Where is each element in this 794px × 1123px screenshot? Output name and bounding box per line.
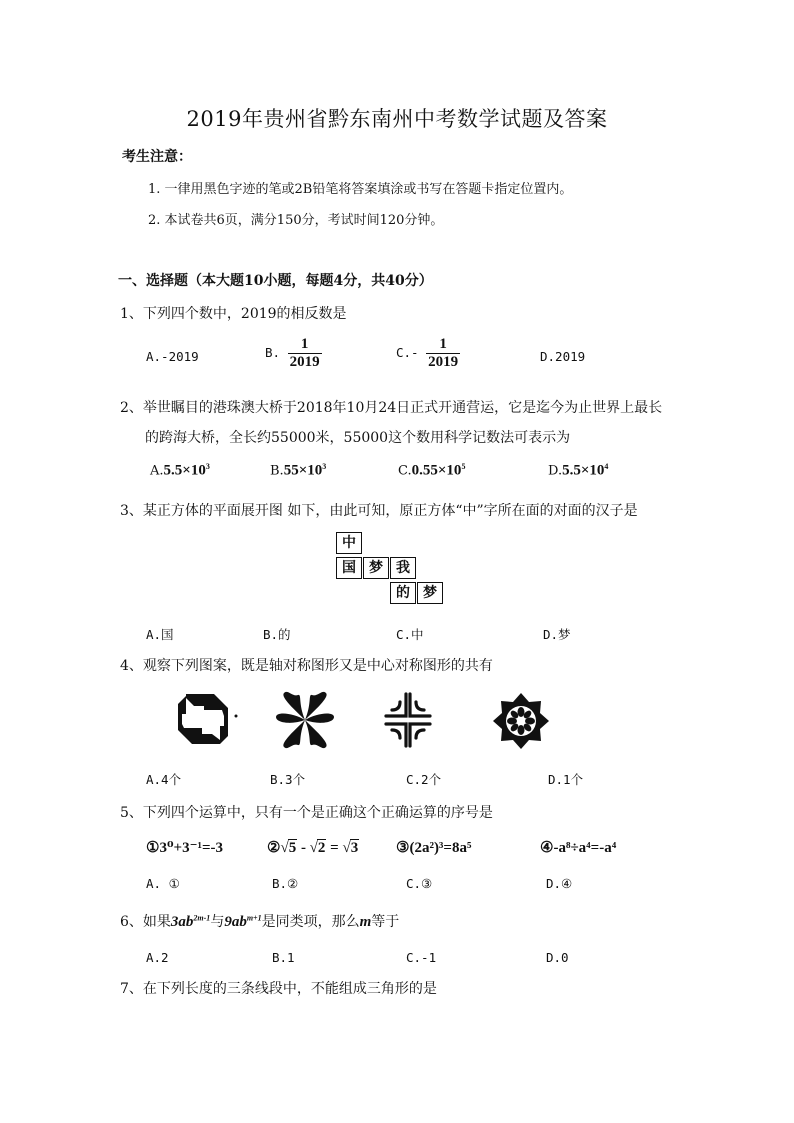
q6-stem-post: 是同类项，那么: [261, 914, 360, 930]
q2-d-prefix: D.: [548, 463, 563, 479]
q2-option-a: [150, 462, 210, 479]
q5-e2-radicand-b: 2: [317, 840, 326, 856]
section-heading-choice: 一、选择题（本大题10小题，每题4分，共40分）: [118, 273, 433, 289]
q5-expression-4: ④-a⁸÷a⁴=-a⁴: [540, 840, 617, 856]
q5-option-b: B.②: [272, 876, 299, 891]
q1-option-b: [265, 336, 322, 371]
q6-option-c: C.-1: [406, 950, 437, 965]
q1-option-c: [396, 336, 460, 371]
q6-option-d: D.0: [546, 950, 569, 965]
q1-option-b-prefix: B.: [265, 345, 281, 360]
q1-b-numerator: 1: [300, 336, 309, 352]
q2-option-d: [548, 462, 608, 479]
q6-term-1-exp: 2m-1: [193, 913, 211, 923]
notice-item-2: 2. 本试卷共6页，满分150分，考试时间120分钟。: [148, 213, 444, 228]
q4-option-a: A.4个: [146, 772, 182, 787]
q5-expression-2: ②√5 - √2 = √3: [267, 840, 359, 856]
pattern-3-cross-arcs-icon: [380, 690, 436, 750]
q6-stem-pre: 6、如果: [120, 914, 171, 930]
pattern-4-star-flower-icon: [490, 690, 552, 752]
q3-option-b: B.的: [263, 627, 291, 642]
notice-heading: 考生注意：: [122, 149, 192, 165]
q1-stem: 1、下列四个数中，2019的相反数是: [120, 306, 347, 322]
q2-a-prefix: A.: [150, 463, 164, 479]
q1-option-b-fraction: [288, 336, 322, 371]
q2-stem-line2: 的跨海大桥，全长约55000米，55000这个数用科学记数法可表示为: [145, 430, 571, 446]
q2-d-exp: 4: [604, 462, 609, 471]
q6-option-b: B.1: [272, 950, 295, 965]
q4-option-b: B.3个: [270, 772, 306, 787]
net-cell-5: 的: [390, 582, 416, 604]
q2-b-base: 55×10: [283, 462, 323, 479]
q5-option-a: A. ①: [146, 876, 180, 891]
q1-option-a: A.-2019: [146, 349, 199, 364]
q5-expression-3: ③(2a²)³=8a⁵: [396, 840, 472, 856]
q2-b-exp: 3: [322, 462, 327, 471]
q1-c-numerator: 1: [439, 336, 447, 352]
q1-option-c-prefix: C.-: [396, 345, 419, 360]
net-cell-4: 我: [390, 557, 416, 579]
net-cell-6: 梦: [417, 582, 443, 604]
q3-option-c: C.中: [396, 627, 424, 642]
q2-a-exp: 3: [205, 462, 210, 471]
notice-item-1: 1. 一律用黑色字迹的笔或2B铅笔将答案填涂或书写在答题卡指定位置内。: [148, 182, 573, 197]
q6-option-a: A.2: [146, 950, 169, 965]
q5-e2-radicand-c: 3: [350, 840, 359, 856]
q7-stem: 7、在下列长度的三条线段中，不能组成三角形的是: [120, 981, 437, 997]
net-cell-1: 中: [336, 532, 362, 554]
q5-stem: 5、下列四个运算中，只有一个是正确这个正确运算的序号是: [120, 805, 493, 821]
q6-stem: [120, 911, 399, 931]
q3-option-a: A.国: [146, 627, 174, 642]
net-cell-2: 国: [336, 557, 362, 579]
q2-a-base: 5.5×10: [163, 462, 206, 479]
q6-term-2-exp: m+1: [246, 913, 262, 923]
q5-expression-1: ①3⁰+3⁻¹=-3: [146, 840, 224, 856]
q2-stem-line1: 2、举世瞩目的港珠澳大桥于2018年10月24日正式开通营运，它是迄今为止世界上最长: [120, 400, 663, 416]
q4-stem: 4、观察下列图案，既是轴对称图形又是中心对称图形的共有: [120, 658, 493, 674]
q1-c-denominator: 2019: [428, 354, 459, 370]
q5-e2-radicand-a: 5: [288, 840, 297, 856]
q5-option-c: C.③: [406, 876, 433, 891]
net-cell-3: 梦: [363, 557, 389, 579]
q2-option-c: [398, 462, 465, 479]
q5-e2-mark: ②: [267, 840, 281, 856]
q6-term-2: 9ab: [224, 914, 247, 930]
q2-c-base: 0.55×10: [411, 462, 462, 479]
cube-net-figure: [336, 532, 448, 608]
q1-option-c-fraction: [426, 336, 460, 371]
q2-c-prefix: C.: [398, 463, 412, 479]
q1-option-d: D.2019: [540, 349, 586, 364]
q2-d-base: 5.5×10: [562, 462, 605, 479]
q4-option-c: C.2个: [406, 772, 442, 787]
page-title: 2019年贵州省黔东南州中考数学试题及答案: [186, 107, 608, 131]
q6-stem-mid: 与: [210, 914, 225, 930]
q2-option-b: [270, 462, 326, 479]
q1-b-denominator: 2019: [289, 354, 320, 370]
pattern-1-square-pinwheel-icon: [172, 690, 242, 752]
q4-option-d: D.1个: [548, 772, 584, 787]
q6-term-1: 3ab: [170, 914, 194, 930]
q3-option-d: D.梦: [543, 627, 571, 642]
q5-option-d: D.④: [546, 876, 573, 891]
q2-c-exp: 5: [461, 462, 466, 471]
pattern-2-x-petals-icon: [272, 689, 338, 751]
q3-stem: 3、某正方体的平面展开图 如下，由此可知，原正方体“中”字所在面的对面的汉子是: [120, 503, 638, 519]
q6-stem-end: 等于: [371, 914, 400, 930]
q6-variable: m: [359, 914, 372, 930]
q2-b-prefix: B.: [270, 463, 284, 479]
